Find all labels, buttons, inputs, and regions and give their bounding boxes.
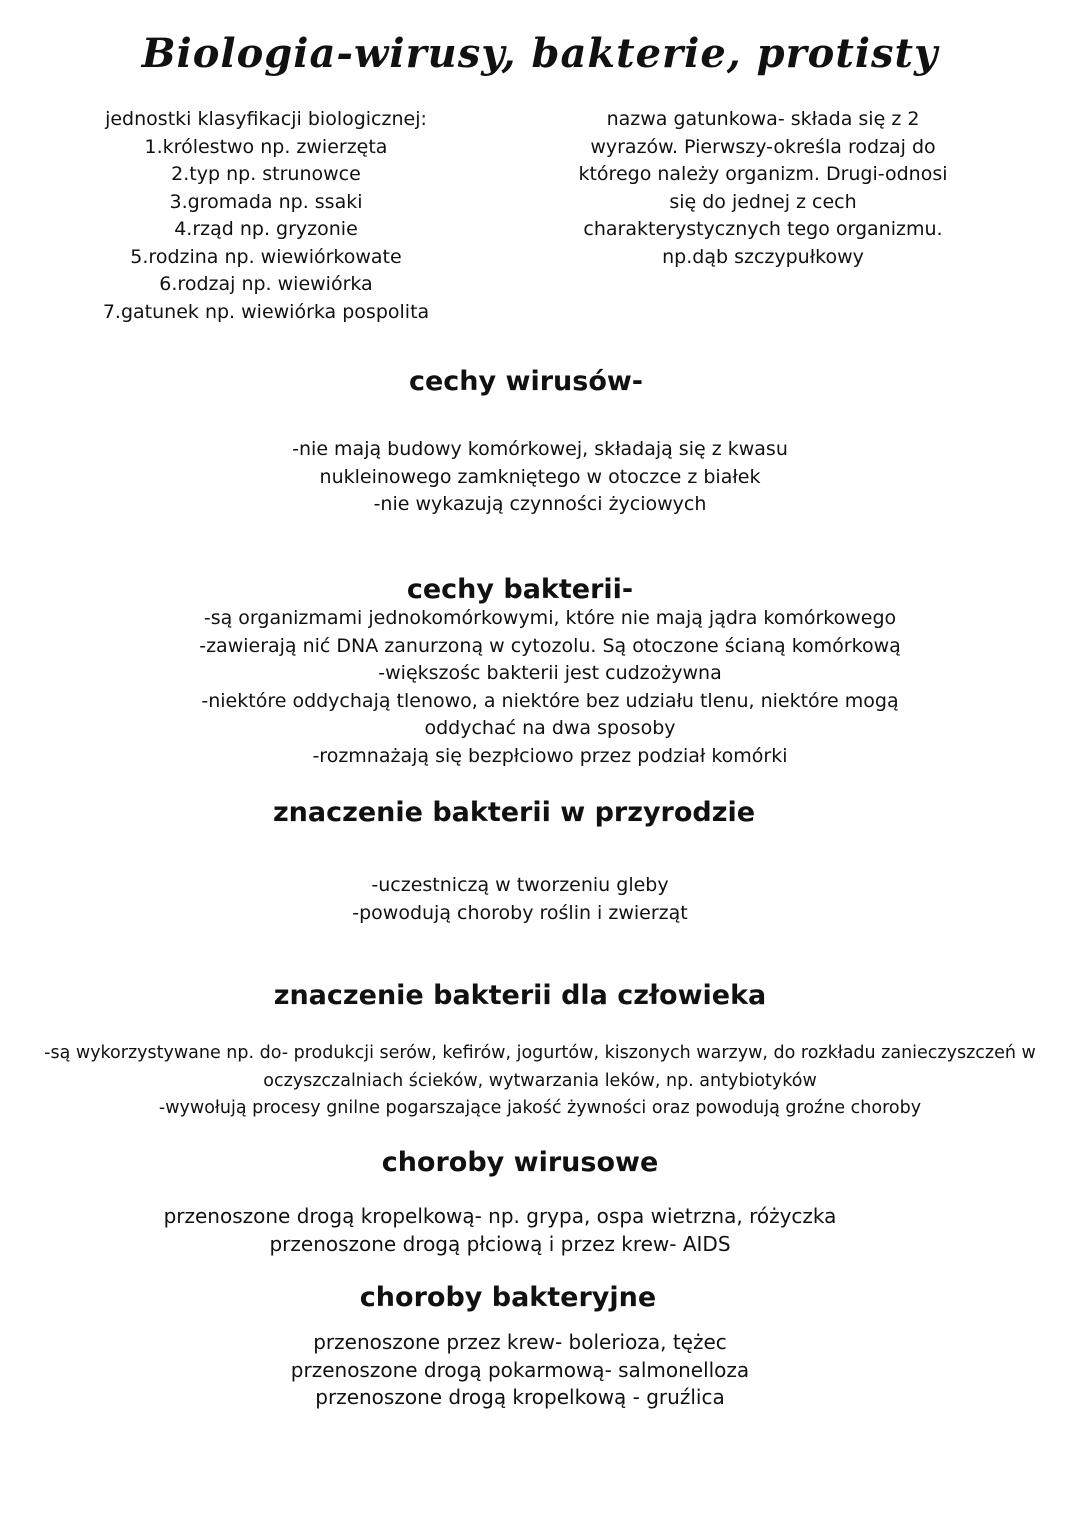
bacteria-line: oddychać na dwa sposoby	[424, 717, 676, 739]
species-name-line: którego należy organizm. Drugi-odnosi	[578, 163, 948, 185]
viruses-line: -nie wykazują czynności życiowych	[373, 493, 707, 515]
viral-diseases-line: przenoszone drogą kropelkową- np. grypa, ospa wietrzna, różyczka	[163, 1204, 837, 1228]
classification-header: jednostki klasyfikacji biologicznej:	[105, 108, 427, 130]
species-name-line: się do jednej z cech	[669, 190, 857, 213]
bacterial-diseases-line: przenoszone przez krew- bolerioza, tężec	[313, 1330, 727, 1354]
viruses-heading: cechy wirusów-	[408, 366, 644, 397]
species-name-line: wyrazów. Pierwszy-określa rodzaj do	[590, 135, 936, 158]
bacteria-list	[150, 605, 950, 770]
viruses-list	[140, 436, 940, 519]
viruses-line: nukleinowego zamkniętego w otoczce z białek	[319, 465, 761, 488]
bacterial-diseases-list	[240, 1329, 800, 1412]
classification-item: 2.typ np. strunowce	[171, 163, 361, 185]
viral-diseases-line: przenoszone drogą płciową i przez krew- AIDS	[269, 1231, 731, 1256]
classification-item: 1.królestwo np. zwierzęta	[144, 135, 388, 158]
classification-item: 3.gromada np. ssaki	[169, 190, 363, 213]
human-line: -są wykorzystywane np. do- produkcji serów, kefirów, jogurtów, kiszonych warzyw, do rozkładu zanieczyszczeń w	[44, 1043, 1036, 1063]
classification-item: 5.rodzina np. wiewiórkowate	[130, 245, 402, 268]
page-title: Biologia-wirusy, bakterie, protisty	[141, 30, 939, 77]
bacterial-diseases-line: przenoszone drogą pokarmową- salmonelloza	[290, 1357, 750, 1382]
bacteria-line: -niektóre oddychają tlenowo, a niektóre bez udziału tlenu, niektóre mogą	[201, 689, 899, 712]
classification-item: 4.rząd np. gryzonie	[174, 218, 358, 240]
classification-item: 6.rodzaj np. wiewiórka	[159, 273, 373, 295]
bacteria-line: -zawierają nić DNA zanurzoną w cytozolu. Są otoczone ścianą komórkową	[199, 634, 901, 657]
species-name-line: charakterystycznych tego organizmu.	[583, 218, 943, 240]
nature-line: -powodują choroby roślin i zwierząt	[352, 901, 688, 924]
species-name-line: np.dąb szczypułkowy	[662, 245, 864, 268]
bacterial-diseases-line: przenoszone drogą kropelkową - gruźlica	[315, 1385, 725, 1409]
species-name-note	[570, 106, 956, 271]
bacteria-heading: cechy bakterii-	[406, 574, 634, 605]
bacterial-diseases-heading: choroby bakteryjne	[359, 1282, 657, 1313]
nature-line: -uczestniczą w tworzeniu gleby	[371, 874, 669, 896]
viral-diseases-list	[140, 1203, 860, 1258]
human-heading: znaczenie bakterii dla człowieka	[273, 980, 767, 1011]
bacteria-line: -są organizmami jednokomórkowymi, które nie mają jądra komórkowego	[203, 607, 897, 629]
viruses-line: -nie mają budowy komórkowej, składają się z kwasu	[292, 438, 788, 460]
nature-list	[240, 872, 800, 927]
viral-diseases-heading: choroby wirusowe	[381, 1147, 659, 1178]
human-list	[12, 1040, 1068, 1123]
classification-item: 7.gatunek np. wiewiórka pospolita	[102, 300, 430, 323]
nature-heading: znaczenie bakterii w przyrodzie	[272, 797, 756, 828]
species-name-line: nazwa gatunkowa- składa się z 2	[606, 108, 920, 130]
bacteria-line: -większośc bakterii jest cudzożywna	[378, 662, 722, 684]
human-line: oczyszczalniach ścieków, wytwarzania leków, np. antybiotyków	[263, 1070, 817, 1091]
human-line: -wywołują procesy gnilne pogarszające jakość żywności oraz powodują groźne choroby	[158, 1098, 922, 1118]
bacteria-line: -rozmnażają się bezpłciowo przez podział komórki	[312, 744, 788, 767]
classification-list	[96, 106, 436, 326]
